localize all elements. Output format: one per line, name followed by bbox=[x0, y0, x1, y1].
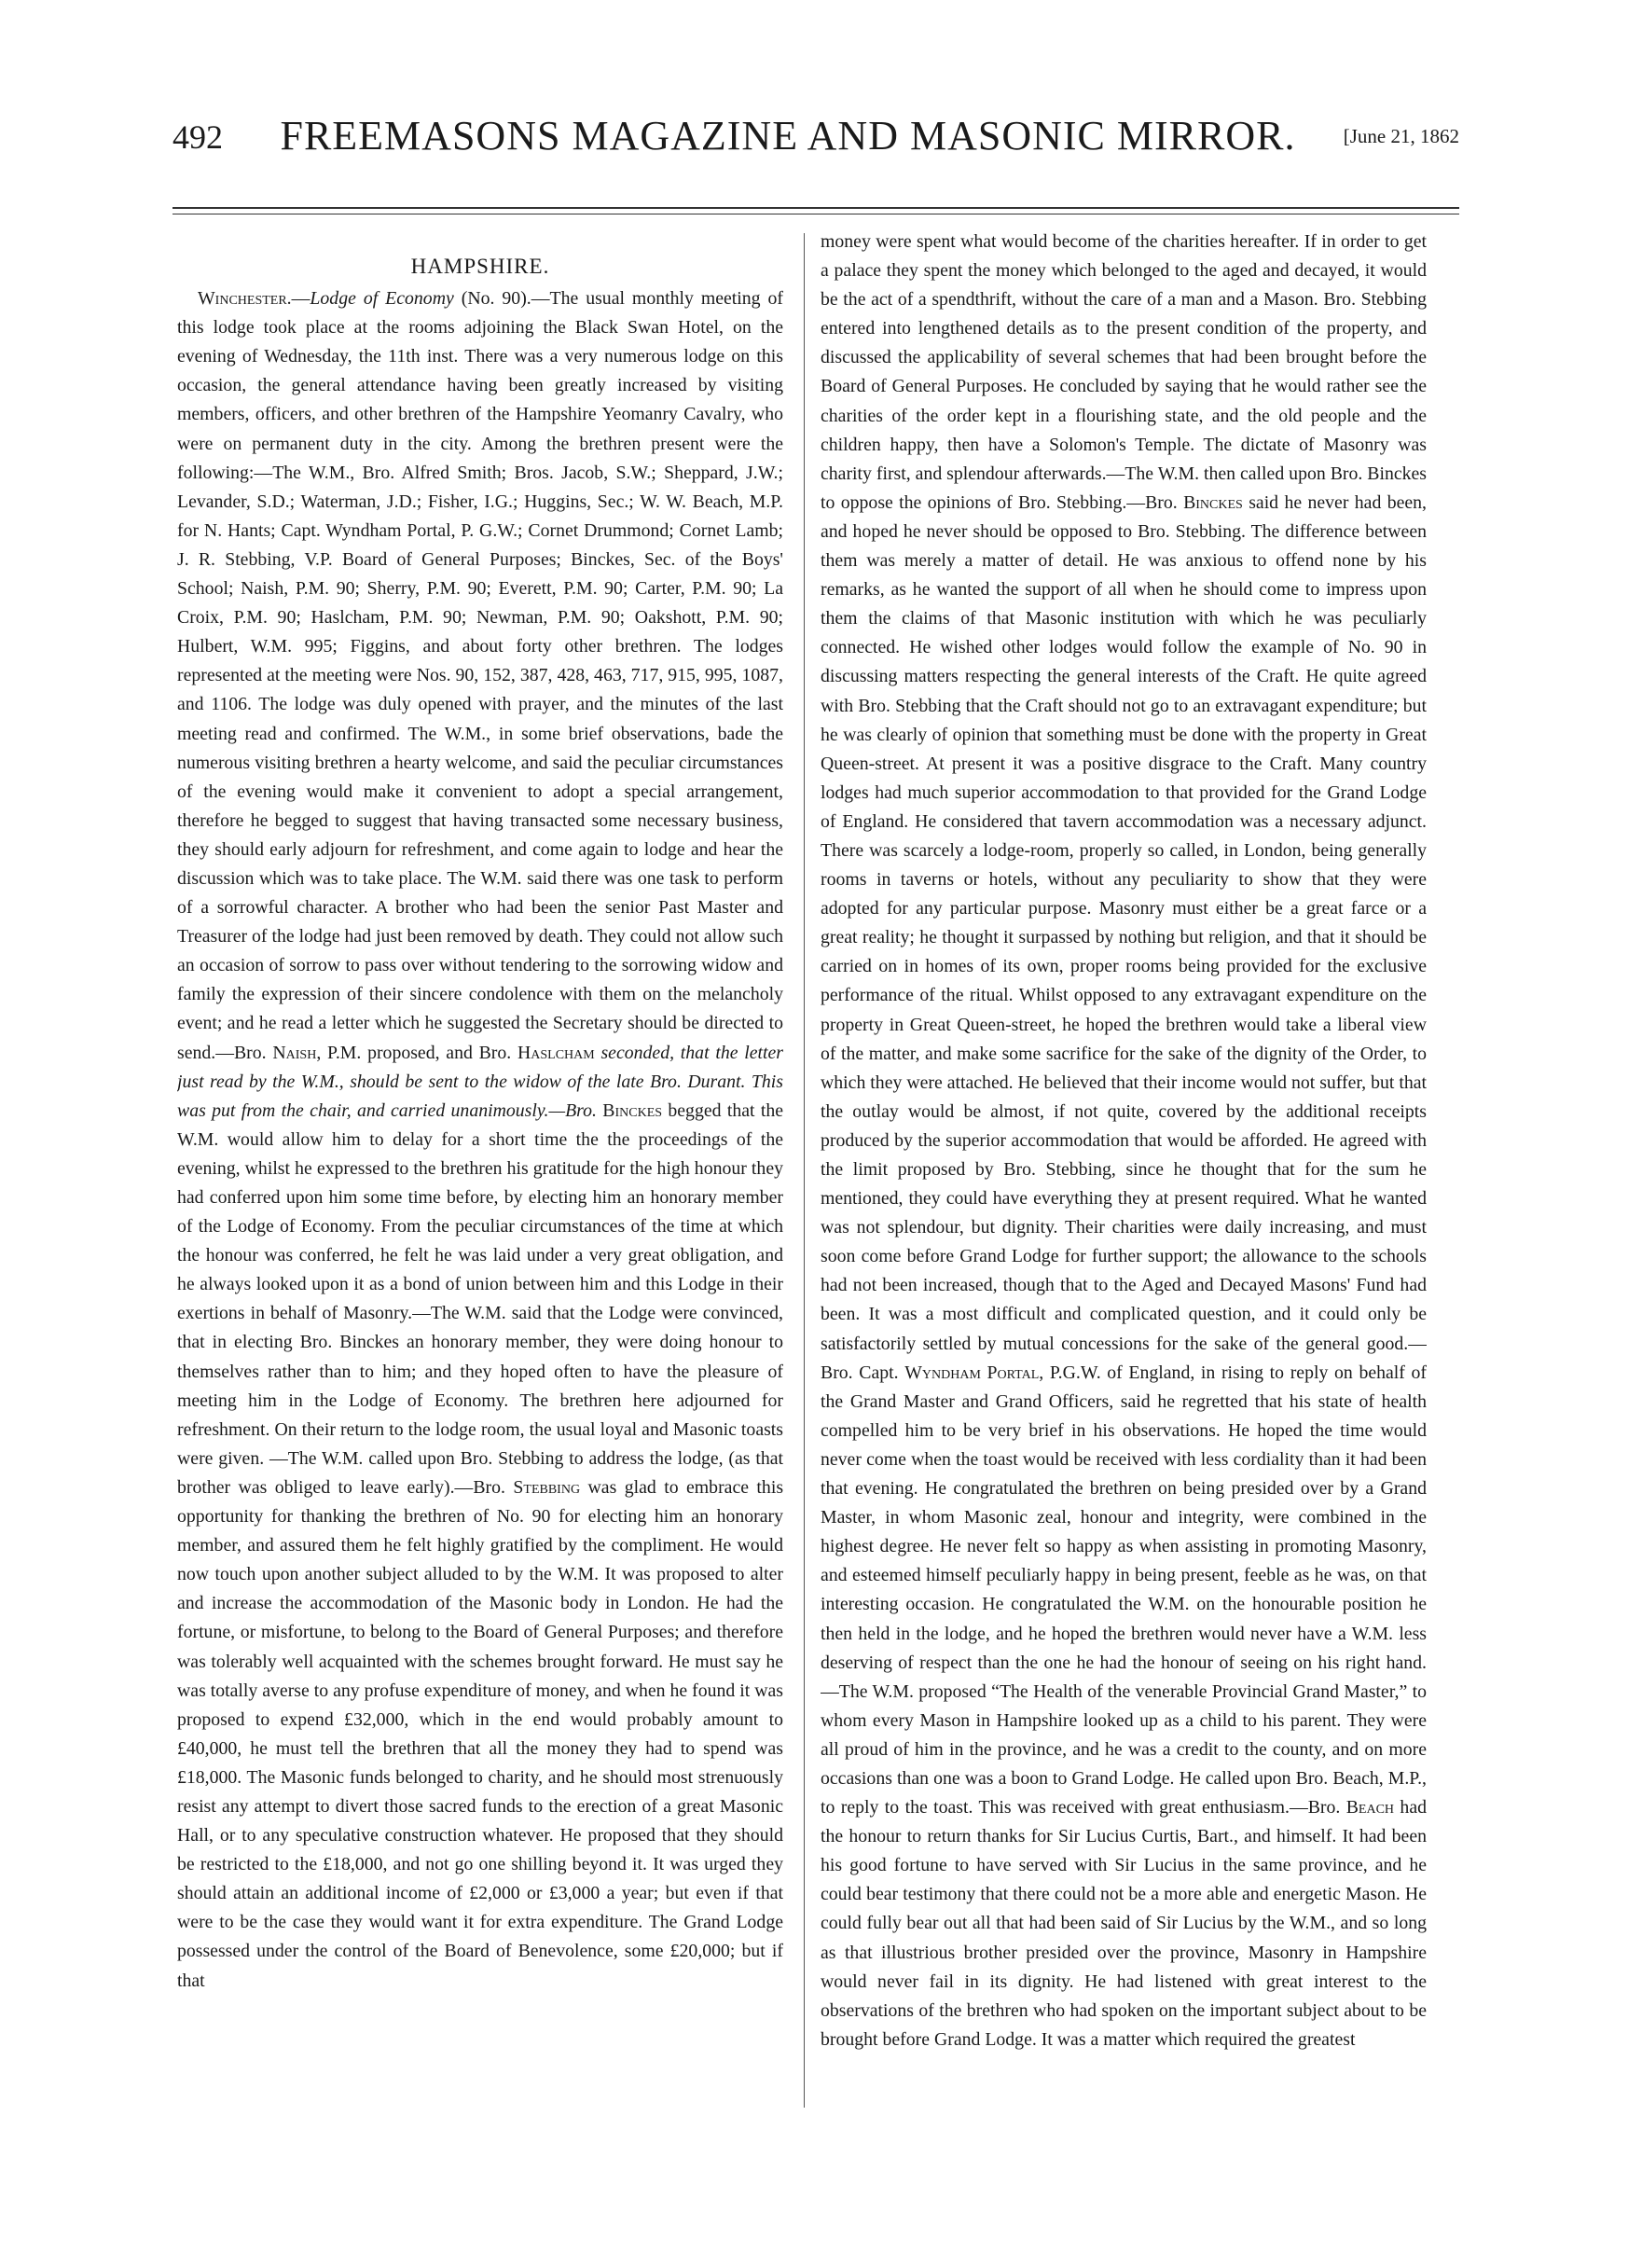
text-run: , P.M. proposed, and Bro. bbox=[316, 1042, 517, 1063]
speaker-name: Wyndham Portal bbox=[904, 1362, 1040, 1383]
text-run: , P.G.W. of England, in rising to reply on behalf of the Grand Master and Grand Officers, said he regretted that his state of health compelled him to be very brief in his observations. He hoped the time would never come when the toast would be received with less cordiality than it had been that evening. He congratulated the brethren on being presided over by a Grand Master, in whom Masonic zeal, honour and integrity, were combined in the highest degree. He never felt so happy as when assisting in promoting Masonry, and esteemed himself peculiarly happy in being present, feeble as he was, on that interesting occasion. He congratulated the W.M. on the honourable position he then held in the lodge, and he hoped the brethren would never have a W.M. less deserving of respect than the one he had the honour of seeing on his right hand. —The W.M. proposed “The Health of the venerable Provincial Grand Master,” to whom every Mason in Hampshire looked up as a child to his parent. They were all proud of him in the province, and he was a credit to the county, and on more occasions than one was a boon to Grand Lodge. He called upon Bro. Beach, M.P., to reply to the toast. This was received with great enthusiasm.—Bro. bbox=[821, 1362, 1427, 1819]
speaker-name: Haslcham bbox=[517, 1042, 595, 1063]
lodge-name: Lodge of Economy bbox=[310, 288, 454, 310]
text-run: was glad to embrace this opportunity for thanking the brethren of No. 90 for electing him an honorary member, and assured them he felt highly gratified by the compliment. He would now touch upon another subject alluded to by the W.M. It was proposed to alter and increase the accommodation of the Masonic body in London. He had the fortune, or misfortune, to belong to the Board of General Purposes; and therefore was tolerably well acquainted with the schemes brought forward. He must say he was totally averse to any profuse expenditure of money, and when he found it was proposed to expend £32,000, which in the end would probably amount to £40,000, he must tell the brethren that all the money they had to spend was £18,000. The Masonic funds belonged to charity, and he should most strenuously resist any attempt to divert those sacred funds to the erection of a great Masonic Hall, or to any speculative construction whatever. He proposed that they should be restricted to the £18,000, and not go one shilling beyond it. It was urged they should attain an additional income of £2,000 or £3,000 a year; but even if that were to be the case they would want it for extra expenditure. The Grand Lodge possessed under the control of the Board of Benevolence, some £20,000; but if that bbox=[177, 1476, 783, 1991]
column-right bbox=[821, 228, 1427, 2149]
issue-date: [June 21, 1862 bbox=[1343, 125, 1459, 147]
speaker-name: Binckes bbox=[1183, 491, 1243, 513]
speaker-name: Binckes bbox=[602, 1099, 663, 1121]
speaker-name: Stebbing bbox=[513, 1476, 581, 1498]
text-run: seconded, that the letter just read by the W.M., should be sent to the widow of the late Bro. Durant. This was put from the chair, and carried unanimously.—Bro. bbox=[177, 1042, 783, 1121]
article-paragraph-left: Winchester.—Lodge of Economy (No. 90).—The usual monthly meeting of this lodge took place at the rooms adjoining the Black Swan Hotel, on the evening of Wednesday, the 11th inst. There was a very numerous lodge on this occasion, the general attendance having been greatly increased by visiting members, officers, and other brethren of the Hampshire Yeomanry Cavalry, who were on permanent duty in the city. Among the brethren present were the following:—The W.M., Bro. Alfred Smith; Bros. Jacob, S.W.; Sheppard, J.W.; Levander, S.D.; Waterman, J.D.; Fisher, I.G.; Huggins, Sec.; W. W. Beach, M.P. for N. Hants; Capt. Wyndham Portal, P. G.W.; Cornet Drummond; Cornet Lamb; J. R. Stebbing, V.P. Board of General Purposes; Binckes, Sec. of the Boys' School; Naish, P.M. 90; Sherry, P.M. 90; Everett, P.M. 90; Carter, P.M. 90; La Croix, P.M. 90; Haslcham, P.M. 90; Newman, P.M. 90; Oakshott, P.M. 90; Hulbert, W.M. 995; Figgins, and about forty other brethren. The lodges represented at the meeting were Nos. 90, 152, 387, 428, 463, 717, 915, 995, 1087, and 1106. The lodge was duly opened with prayer, and the minutes of the last meeting read and confirmed. The W.M., in some brief observations, bade the numerous visiting brethren a hearty welcome, and said the peculiar circumstances of the evening would make it convenient to adopt a special arrangement, therefore he begged to suggest that having transacted some necessary business, they should early adjourn for refreshment, and come again to lodge and hear the discussion which was to take place. The W.M. said there was one task to perform of a sorrowful character. A brother who had been the senior Past Master and Treasurer of the lodge had just been removed by death. They could not allow such an occasion of sorrow to pass over without tendering to the sorrowing widow and family the expression of their sincere condolence with them on the melancholy event; and he read a letter which he suggested the Secretary should be directed to send.—Bro. Naish, P.M. proposed, and Bro. Haslcham seconded, that the letter just read by the W.M., should be sent to the widow of the late Bro. Durant. This was put from the chair, and carried unanimously.—Bro. Binckes begged that the W.M. would allow him to delay for a short time the the proceedings of the evening, whilst he expressed to the brethren his gratitude for the high honour they had conferred upon him some time before, by electing him an honorary member of the Lodge of Economy. From the peculiar circumstances of the time at which the honour was conferred, he felt he was laid under a very great obligation, and he always looked upon it as a bond of union between him and this Lodge in their exertions in behalf of Masonry.—The W.M. said that the Lodge were convinced, that in electing Bro. Binckes an honorary member, they were doing honour to themselves rather than to him; and they hoped often to have the pleasure of meeting him in the Lodge of Economy. The brethren here adjourned for refreshment. On their return to the lodge room, the usual loyal and Masonic toasts were given. —The W.M. called upon Bro. Stebbing to address the lodge, (as that brother was obliged to leave early).—Bro. Stebbing was glad to embrace this opportunity for thanking the brethren of No. 90 for electing him an honorary member, and assured them he felt highly gratified by the compliment. He would now touch upon another subject alluded to by the W.M. It was proposed to alter and increase the accommodation of the Masonic body in London. He had the fortune, or misfortune, to belong to the Board of General Purposes; and therefore was tolerably well acquainted with the schemes brought forward. He must say he was totally averse to any profuse expenditure of money, and when he found it was proposed to expend £32,000, which in the end would probably amount to £40,000, he must tell the brethren that all the money they had to spend was £18,000. The Masonic funds belonged to charity, and he should most strenuously resist any attempt to divert those sacred funds to the erection of a great Masonic Hall, or to any speculative construction whatever. He proposed that they should be restricted to the £18,000, and not go one shilling beyond it. It was urged they should attain an additional income of £2,000 or £3,000 a year; but even if that were to be the case they would want it for extra expenditure. The Grand Lodge possessed under the control of the Board of Benevolence, some £20,000; but if that bbox=[177, 288, 783, 1991]
place-name: Winchester. bbox=[198, 288, 292, 310]
header-rule-thick bbox=[172, 207, 1459, 209]
text-run: (No. 90).—The usual monthly meeting of this lodge took place at the rooms adjoining the Black Swan Hotel, on the evening of Wednesday, the 11th inst. There was a very numerous lodge on this occasion, the general attendance having been greatly increased by visiting members, officers, and other brethren of the Hampshire Yeomanry Cavalry, who were on permanent duty in the city. Among the brethren present were the following:—The W.M., Bro. Alfred Smith; Bros. Jacob, S.W.; Sheppard, J.W.; Levander, S.D.; Waterman, J.D.; Fisher, I.G.; Huggins, Sec.; W. W. Beach, M.P. for N. Hants; Capt. Wyndham Portal, P. G.W.; Cornet Drummond; Cornet Lamb; J. R. Stebbing, V.P. Board of General Purposes; Binckes, Sec. of the Boys' School; Naish, P.M. 90; Sherry, P.M. 90; Everett, P.M. 90; Carter, P.M. 90; La Croix, P.M. 90; Haslcham, P.M. 90; Newman, P.M. 90; Oakshott, P.M. 90; Hulbert, W.M. 995; Figgins, and about forty other brethren. The lodges represented at the meeting were Nos. 90, 152, 387, 428, 463, 717, 915, 995, 1087, and 1106. The lodge was duly opened with prayer, and the minutes of the last meeting read and confirmed. The W.M., in some brief observations, bade the numerous visiting brethren a hearty welcome, and said the peculiar circumstances of the evening would make it convenient to adopt a special arrangement, therefore he begged to suggest that having transacted some necessary business, they should early adjourn for refreshment, and come again to lodge and hear the discussion which was to take place. The W.M. said there was one task to perform of a sorrowful character. A brother who had been the senior Past Master and Treasurer of the lodge had just been removed by death. They could not allow such an occasion of sorrow to pass over without tendering to the sorrowing widow and family the expression of their sincere condolence with them on the melancholy event; and he read a letter which he suggested the Secretary should be directed to send.—Bro. bbox=[177, 288, 783, 1063]
text-run: money were spent what would become of the charities hereafter. If in order to get a palace they spent the money which belonged to the aged and decayed, it would be the act of a spendthrift, without the care of a man and a Mason. Bro. Stebbing entered into lengthened details as to the present condition of the property, and discussed the applicability of several schemes that had been brought before the Board of General Purposes. He concluded by saying that he would rather see the charities of the order kept in a flourishing state, and the old people and the children happy, then have a Solomon's Temple. The dictate of Masonry was charity first, and splendour afterwards.—The W.M. then called upon Bro. Binckes to oppose the opinions of Bro. Stebbing.—Bro. bbox=[821, 231, 1427, 513]
column-divider bbox=[804, 233, 805, 2108]
column-left bbox=[177, 244, 783, 2165]
speaker-name: Beach bbox=[1345, 1797, 1395, 1819]
speaker-name: Naish bbox=[272, 1042, 317, 1063]
page-number: 492 bbox=[172, 118, 223, 156]
article-paragraph-right bbox=[821, 228, 1427, 2054]
text-run: said he never had been, and hoped he never should be opposed to Bro. Stebbing. The difference between them was merely a matter of detail. He was anxious to offend none by his remarks, as he wanted the support of all when he should come to impress upon them the claims of that Masonic institution with which he was peculiarly connected. He wished other lodges would follow the example of No. 90 in discussing matters respecting the general interests of the Craft. He quite agreed with Bro. Stebbing that the Craft should not go to an extravagant expenditure; but he was clearly of opinion that something must be done with the property in Great Queen-street. At present it was a positive disgrace to the Craft. Many country lodges had much superior accommodation to that provided for the Grand Lodge of England. He considered that tavern accommodation was a necessary adjunct. There was scarcely a lodge-room, properly so called, in London, being generally rooms in taverns or hotels, without any peculiarity to show that they were adopted for any particular purpose. Masonry must either be a great farce or a great reality; he thought it surpassed by nothing but religion, and that it should be carried on in homes of its own, proper rooms being provided for the exclusive performance of the ritual. Whilst opposed to any extravagant expenditure on the property in Great Queen-street, he hoped the brethren would take a liberal view of the matter, and make some sacrifice for the sake of the dignity of the Order, to which they were attached. He believed that their income would not suffer, but that the outlay would be almost, if not quite, covered by the additional receipts produced by the superior accommodation that would be afforded. He agreed with the limit proposed by Bro. Stebbing, since he thought that for the sum he mentioned, they could have everything they at present required. What he wanted was not splendour, but dignity. Their charities were daily increasing, and must soon come before Grand Lodge for further support; the allowance to the schools had not been increased, though that to the Aged and Decayed Masons' Fund had been. It was a most difficult and complicated question, and it could only be satisfactorily settled by mutual concessions for the sake of the general good.—Bro. Capt. bbox=[821, 491, 1427, 1383]
section-heading: HAMPSHIRE. bbox=[410, 255, 550, 278]
publication-title: FREEMASONS MAGAZINE AND MASONIC MIRROR. bbox=[280, 113, 1296, 159]
text-run: had the honour to return thanks for Sir Lucius Curtis, Bart., and himself. It had been his good fortune to have served with Sir Lucius in the same province, and he could bear testimony that there could not be a more able and energetic Mason. He could fully bear out all that had been said of Sir Lucius by the W.M., and so long as that illustrious brother presided over the province, Masonry in Hampshire would never fail in its dignity. He had listened with great interest to the observations of the brethren who had spoken on the important subject about to be brought before Grand Lodge. It was a matter which required the greatest bbox=[821, 1797, 1427, 2050]
text-run: begged that the W.M. would allow him to delay for a short time the the proceedings of the evening, whilst he expressed to the brethren his gratitude for the high honour they had conferred upon him some time before, by electing him an honorary member of the Lodge of Economy. From the peculiar circumstances of the time at which the honour was conferred, he felt he was laid under a very great obligation, and he always looked upon it as a bond of union between him and this Lodge in their exertions in behalf of Masonry.—The W.M. said that the Lodge were convinced, that in electing Bro. Binckes an honorary member, they were doing honour to themselves rather than to him; and they hoped often to have the pleasure of meeting him in the Lodge of Economy. The brethren here adjourned for refreshment. On their return to the lodge room, the usual loyal and Masonic toasts were given. —The W.M. called upon Bro. Stebbing to address the lodge, (as that brother was obliged to leave early).—Bro. bbox=[177, 1099, 783, 1498]
page-header bbox=[172, 112, 1459, 168]
